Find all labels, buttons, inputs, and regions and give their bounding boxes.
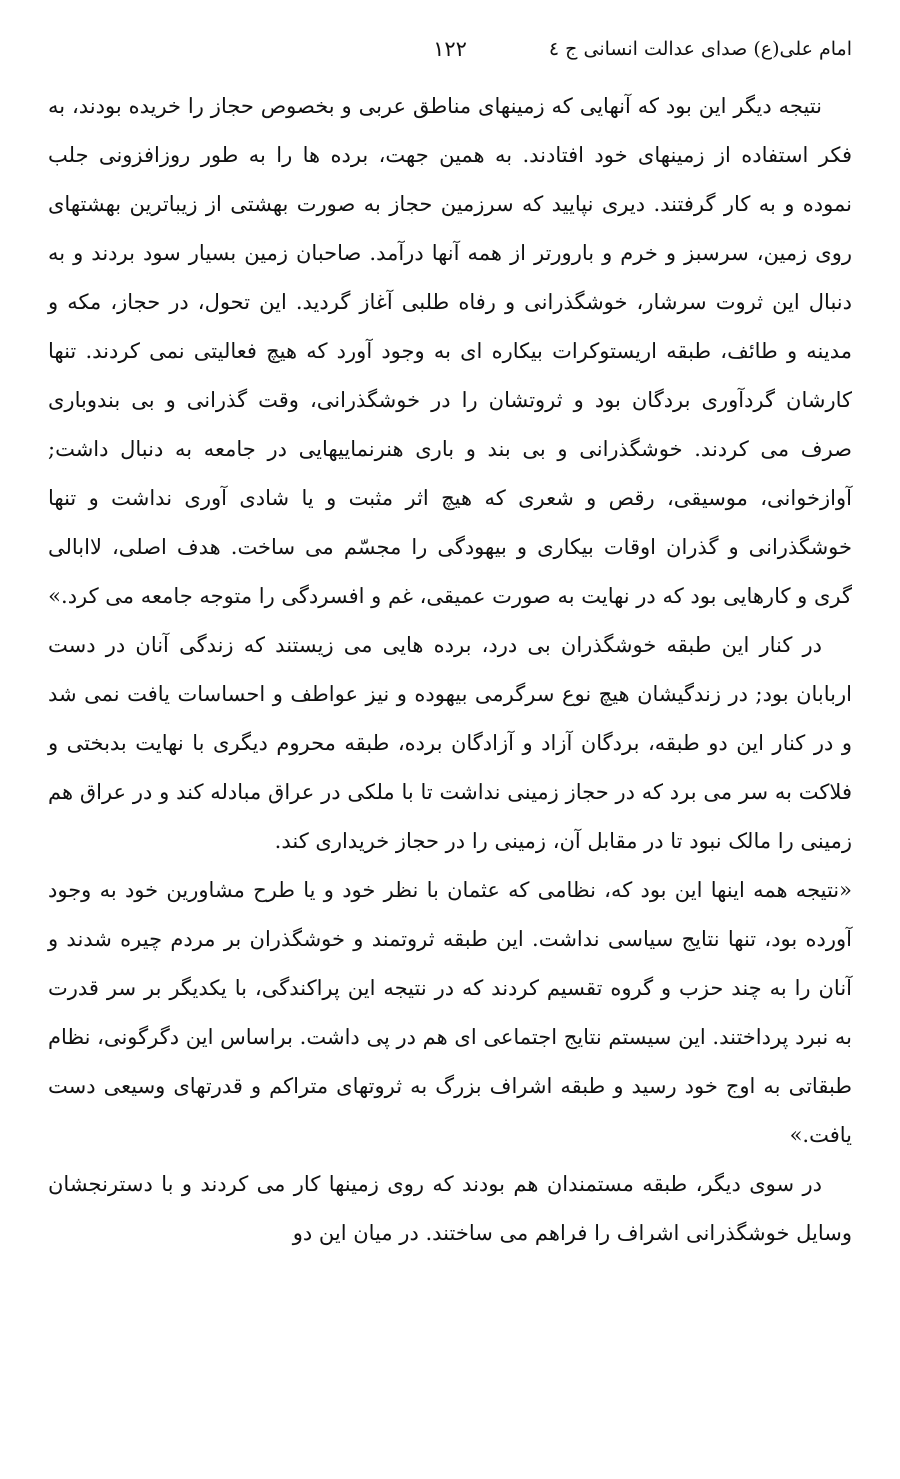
- running-header: [48, 30, 852, 68]
- paragraph: نتیجه دیگر این بود که آنهایی که زمینهای مناطق عربی و بخصوص حجاز را خریده بودند، به فکر استفاده از زمینهای خود افتادند. به همین جهت، برده ها را به طور روزافزونی جلب نموده و به کار گرفتند. دیری نپایید که سرزمین حجاز به صورت بهشتی از زیباترین بهشتهای روی زمین، سرسبز و خرم و بارورتر از همه آنها درآمد. صاحبان زمین بسیار سود بردند و به دنبال این ثروت سرشار، خوشگذرانی و رفاه طلبی آغاز گردید. این تحول، در حجاز، مکه و مدینه و طائف، طبقه اریستوکرات بیکاره ای به وجود آورد که هیچ فعالیتی نمی کردند. تنها کارشان گردآوری بردگان بود و ثروتشان را در خوشگذرانی، وقت گذرانی و بی بندوباری صرف می کردند. خوشگذرانی و بی بند و باری هنرنماییهایی در جامعه به دنبال داشت; آوازخوانی، موسیقی، رقص و شعری که هیچ اثر مثبت و یا شادی آوری نداشت و تنها خوشگذرانی و گذران اوقات بیکاری و بیهودگی را مجسّم می ساخت. هدف اصلی، لاابالی گری و کارهایی بود که در نهایت به صورت عمیقی، غم و افسردگی را متوجه جامعه می کرد.»: [48, 94, 852, 608]
- paragraph: «نتیجه همه اینها این بود که، نظامی که عثمان با نظر خود و یا طرح مشاورین خود به وجود آورده بود، تنها نتایج سیاسی نداشت. این طبقه ثروتمند و خوشگذران بر مردم چیره شدند و آنان را به چند حزب و گروه تقسیم کردند که در نتیجه این پراکندگی، با یکدیگر بر سر قدرت به نبرد پرداختند. این سیستم نتایج اجتماعی ای هم در پی داشت. براساس این دگرگونی، نظام طبقاتی به اوج خود رسید و طبقه اشراف بزرگ به ثروتهای متراکم و قدرتهای وسیعی دست یافت.»: [48, 878, 852, 1147]
- page-number: ١٢٢: [433, 37, 467, 61]
- paragraph: در کنار این طبقه خوشگذران بی درد، برده هایی می زیستند که زندگی آنان در دست اربابان بود; در زندگیشان هیچ نوع سرگرمی بیهوده و نیز عواطف و احساسات یافت نمی شد و در کنار این دو طبقه، بردگان آزاد و آزادگان برده، طبقه محروم دیگری با نهایت بدبختی و فلاکت به سر می برد که در حجاز زمینی نداشت تا با ملکی در عراق مبادله کند و در عراق هم زمینی را مالک نبود تا در مقابل آن، زمینی را در حجاز خریداری کند.: [48, 633, 852, 853]
- book-title: امام علی(ع) صدای عدالت انسانی ج ٤: [548, 38, 852, 60]
- body-text: [48, 82, 852, 1258]
- paragraph: در سوی دیگر، طبقه مستمندان هم بودند که روی زمینها کار می کردند و با دسترنجشان وسایل خوشگذرانی اشراف را فراهم می ساختند. در میان این دو: [48, 1172, 852, 1245]
